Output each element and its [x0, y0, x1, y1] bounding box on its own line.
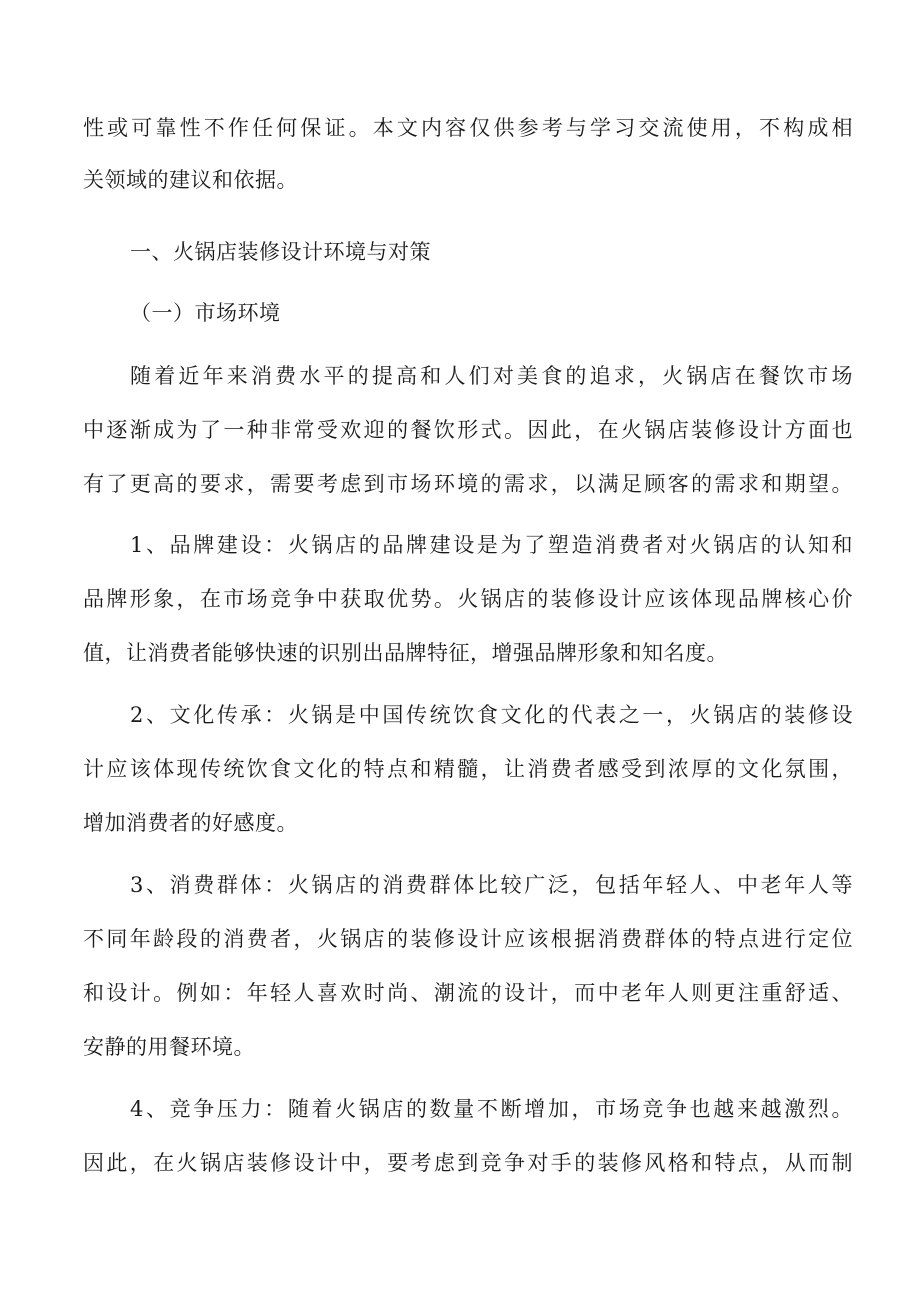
- paragraph-line: 增加消费者的好感度。: [83, 811, 298, 835]
- section-heading: 一、火锅店装修设计环境与对策: [130, 240, 431, 264]
- paragraph-line: 中逐渐成为了一种非常受欢迎的餐饮形式。因此，在火锅店装修设计方面也: [83, 418, 853, 442]
- paragraph-line: 因此，在火锅店装修设计中，要考虑到竞争对手的装修风格和特点，从而制: [83, 1151, 853, 1175]
- paragraph-line: 3、消费群体：火锅店的消费群体比较广泛，包括年轻人、中老年人等: [130, 873, 853, 897]
- paragraph-line: 安静的用餐环境。: [83, 1035, 255, 1059]
- paragraph-line: 4、竞争压力：随着火锅店的数量不断增加，市场竞争也越来越激烈。: [130, 1097, 853, 1121]
- paragraph-line: 和设计。例如：年轻人喜欢时尚、潮流的设计，而中老年人则更注重舒适、: [83, 981, 853, 1005]
- paragraph-line: 品牌形象，在市场竞争中获取优势。火锅店的装修设计应该体现品牌核心价: [83, 587, 853, 611]
- intro-line-1: 性或可靠性不作任何保证。本文内容仅供参考与学习交流使用，不构成相: [83, 116, 853, 140]
- paragraph-line: 值，让消费者能够快速的识别出品牌特征，增强品牌形象和知名度。: [83, 641, 728, 665]
- paragraph-line: 有了更高的要求，需要考虑到市场环境的需求，以满足顾客的需求和期望。: [83, 472, 853, 496]
- paragraph-line: 计应该体现传统饮食文化的特点和精髓，让消费者感受到浓厚的文化氛围，: [83, 757, 853, 781]
- subsection-heading: （一）市场环境: [130, 301, 281, 325]
- paragraph-line: 1、品牌建设：火锅店的品牌建设是为了塑造消费者对火锅店的认知和: [130, 533, 853, 557]
- paragraph-line: 2、文化传承：火锅是中国传统饮食文化的代表之一，火锅店的装修设: [130, 703, 853, 727]
- paragraph-line: 不同年龄段的消费者，火锅店的装修设计应该根据消费群体的特点进行定位: [83, 927, 853, 951]
- paragraph-line: 随着近年来消费水平的提高和人们对美食的追求，火锅店在餐饮市场: [130, 364, 853, 388]
- intro-line-2: 关领域的建议和依据。: [83, 168, 298, 192]
